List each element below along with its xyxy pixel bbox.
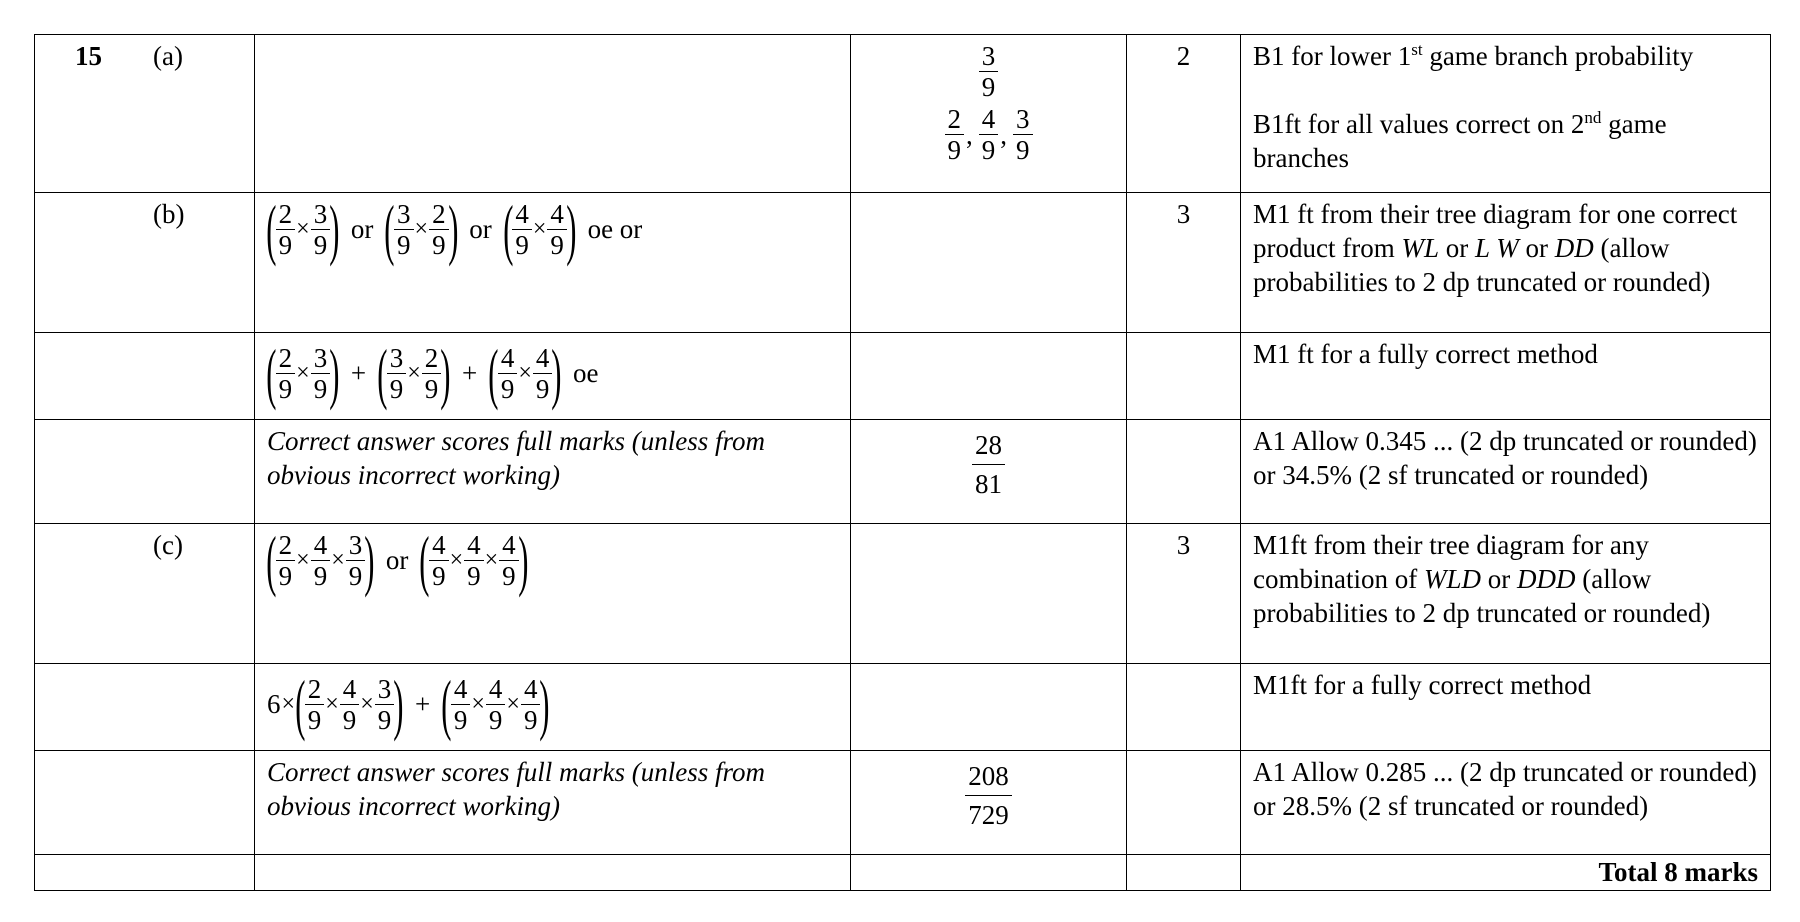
part-label-a: (a): [153, 41, 183, 71]
total-marks: Total 8 marks: [1241, 855, 1771, 891]
fraction: $\frac{4}{9}$: [340, 674, 360, 735]
mark-cell-c2: [1127, 664, 1241, 751]
fraction: $\frac{3}{9}$: [311, 343, 331, 404]
working-cell-b3: Correct answer scores full marks (unless from obvious incorrect working): [255, 420, 851, 524]
answer-cell-b1: [851, 193, 1127, 333]
total-blank: [851, 855, 1127, 891]
fraction: $\frac{4}{9}$: [464, 530, 484, 591]
total-blank: [1127, 855, 1241, 891]
fraction: $\frac{3}{9}$: [979, 41, 999, 102]
guidance-line: B1ft for all values correct on 2nd game branches: [1253, 108, 1667, 173]
total-blank: [35, 855, 255, 891]
answer-cell-c2: [851, 664, 1127, 751]
mark-cell-b: 3: [1127, 193, 1241, 333]
question-cell: [35, 333, 255, 420]
answer-cell-a: [851, 35, 1127, 193]
fraction: $\frac{4}{9}$: [429, 530, 449, 591]
fraction: $\frac{4}{9}$: [521, 674, 541, 735]
fraction: $\frac{2}{9}$: [429, 199, 449, 260]
expression: ( $\frac{2}{9}$ × $\frac{3}{9}$ ) or ( $\frac{3}{9}$ × $\frac{2}{9}$ ) or ( $\frac{4}{9}$ × $\frac{4}{9}$ ) oe or: [266, 191, 643, 267]
fraction: $\frac{3}{9}$: [346, 530, 366, 591]
mark-cell-b2: [1127, 333, 1241, 420]
working-cell-c1: [255, 524, 851, 664]
question-cell: [35, 751, 255, 855]
row-15a: [35, 35, 1771, 193]
fraction: $\frac{4}{9}$: [547, 199, 567, 260]
row-15c-m1: [35, 524, 1771, 664]
row-15c-m2: [35, 664, 1771, 751]
part-label-c: (c): [153, 530, 183, 560]
guidance-cell-b3: A1 Allow 0.345 ... (2 dp truncated or rounded) or 34.5% (2 sf truncated or rounded): [1241, 420, 1771, 524]
question-cell: [35, 193, 255, 333]
mark-cell-b3: [1127, 420, 1241, 524]
fraction: $\frac{4}{9}$: [512, 199, 532, 260]
fraction: $\frac{2}{9}$: [422, 343, 442, 404]
expression: ( $\frac{2}{9}$ × $\frac{3}{9}$ ) + ( $\frac{3}{9}$ × $\frac{2}{9}$ ) + ( $\frac{4}{9}$ × $\frac{4}{9}$ ) oe: [266, 335, 599, 411]
comma: ,: [966, 119, 973, 150]
guidance-cell-a: [1241, 35, 1771, 193]
guidance-cell-c3: A1 Allow 0.285 ... (2 dp truncated or rounded) or 28.5% (2 sf truncated or rounded): [1241, 751, 1771, 855]
fraction: $\frac{4}{9}$: [533, 343, 553, 404]
row-15c-a1: [35, 751, 1771, 855]
row-15b-a1: [35, 420, 1771, 524]
question-cell: [35, 420, 255, 524]
fraction: $\frac{2}{9}$: [276, 343, 296, 404]
mark-cell-c: 3: [1127, 524, 1241, 664]
row-total: [35, 855, 1771, 891]
fraction: $\frac{2}{9}$: [276, 199, 296, 260]
fraction: $\frac{4}{9}$: [979, 104, 999, 165]
guidance-cell-b1: M1 ft from their tree diagram for one correct product from WL or L W or DD (allow probabilities to 2 dp truncated or rounded): [1241, 193, 1771, 333]
question-cell: [35, 524, 255, 664]
fraction: $\frac{2}{9}$: [276, 530, 296, 591]
comma: ,: [1000, 119, 1007, 150]
fraction: $\frac{4}{9}$: [311, 530, 331, 591]
working-cell-b2: [255, 333, 851, 420]
answer-cell-b2: [851, 333, 1127, 420]
fraction: $\frac{2}{9}$: [945, 104, 965, 165]
question-number: 15: [75, 41, 102, 71]
guidance-cell-b2: M1 ft for a fully correct method: [1241, 333, 1771, 420]
mark-cell-c3: [1127, 751, 1241, 855]
mark-scheme-table: [34, 34, 1771, 891]
fraction: $\frac{2}{9}$: [305, 674, 325, 735]
working-cell-c3: Correct answer scores full marks (unless from obvious incorrect working): [255, 751, 851, 855]
fraction: $\frac{3}{9}$: [387, 343, 407, 404]
answer-fraction: $\frac{208}{729}$: [965, 757, 1012, 834]
working-cell-c2: [255, 664, 851, 751]
expression: 6 × ( $\frac{2}{9}$ × $\frac{4}{9}$ × $\frac{3}{9}$ ) + ( $\frac{4}{9}$ × $\frac{4}{9}$ × $\frac{4}{9}$ ): [267, 666, 550, 742]
fraction: $\frac{4}{9}$: [498, 343, 518, 404]
guidance-cell-c2: M1ft for a fully correct method: [1241, 664, 1771, 751]
guidance-line: B1 for lower 1st game branch probability: [1253, 40, 1694, 71]
answer-fraction: $\frac{28}{81}$: [972, 426, 1005, 503]
fraction: $\frac{3}{9}$: [1013, 104, 1033, 165]
question-cell: [35, 664, 255, 751]
part-label-b: (b): [153, 199, 185, 229]
guidance-cell-c1: M1ft from their tree diagram for any combination of WLD or DDD (allow probabilities to 2 dp truncated or rounded): [1241, 524, 1771, 664]
fraction: $\frac{4}{9}$: [486, 674, 506, 735]
answer-cell-c1: [851, 524, 1127, 664]
working-cell-b1: [255, 193, 851, 333]
working-cell-a: [255, 35, 851, 193]
row-15b-m2: [35, 333, 1771, 420]
fraction: $\frac{3}{9}$: [311, 199, 331, 260]
fraction: $\frac{4}{9}$: [451, 674, 471, 735]
fraction: $\frac{3}{9}$: [394, 199, 414, 260]
row-15b-m1: [35, 193, 1771, 333]
answer-cell-c3: [851, 751, 1127, 855]
total-blank: [255, 855, 851, 891]
fraction: $\frac{3}{9}$: [375, 674, 395, 735]
expression: ( $\frac{2}{9}$ × $\frac{4}{9}$ × $\frac{3}{9}$ ) or ( $\frac{4}{9}$ × $\frac{4}{9}$ × $\frac{4}{9}$ ): [266, 522, 529, 598]
question-cell: [35, 35, 255, 193]
mark-cell-a: 2: [1127, 35, 1241, 193]
fraction: $\frac{4}{9}$: [499, 530, 519, 591]
answer-cell-b3: [851, 420, 1127, 524]
